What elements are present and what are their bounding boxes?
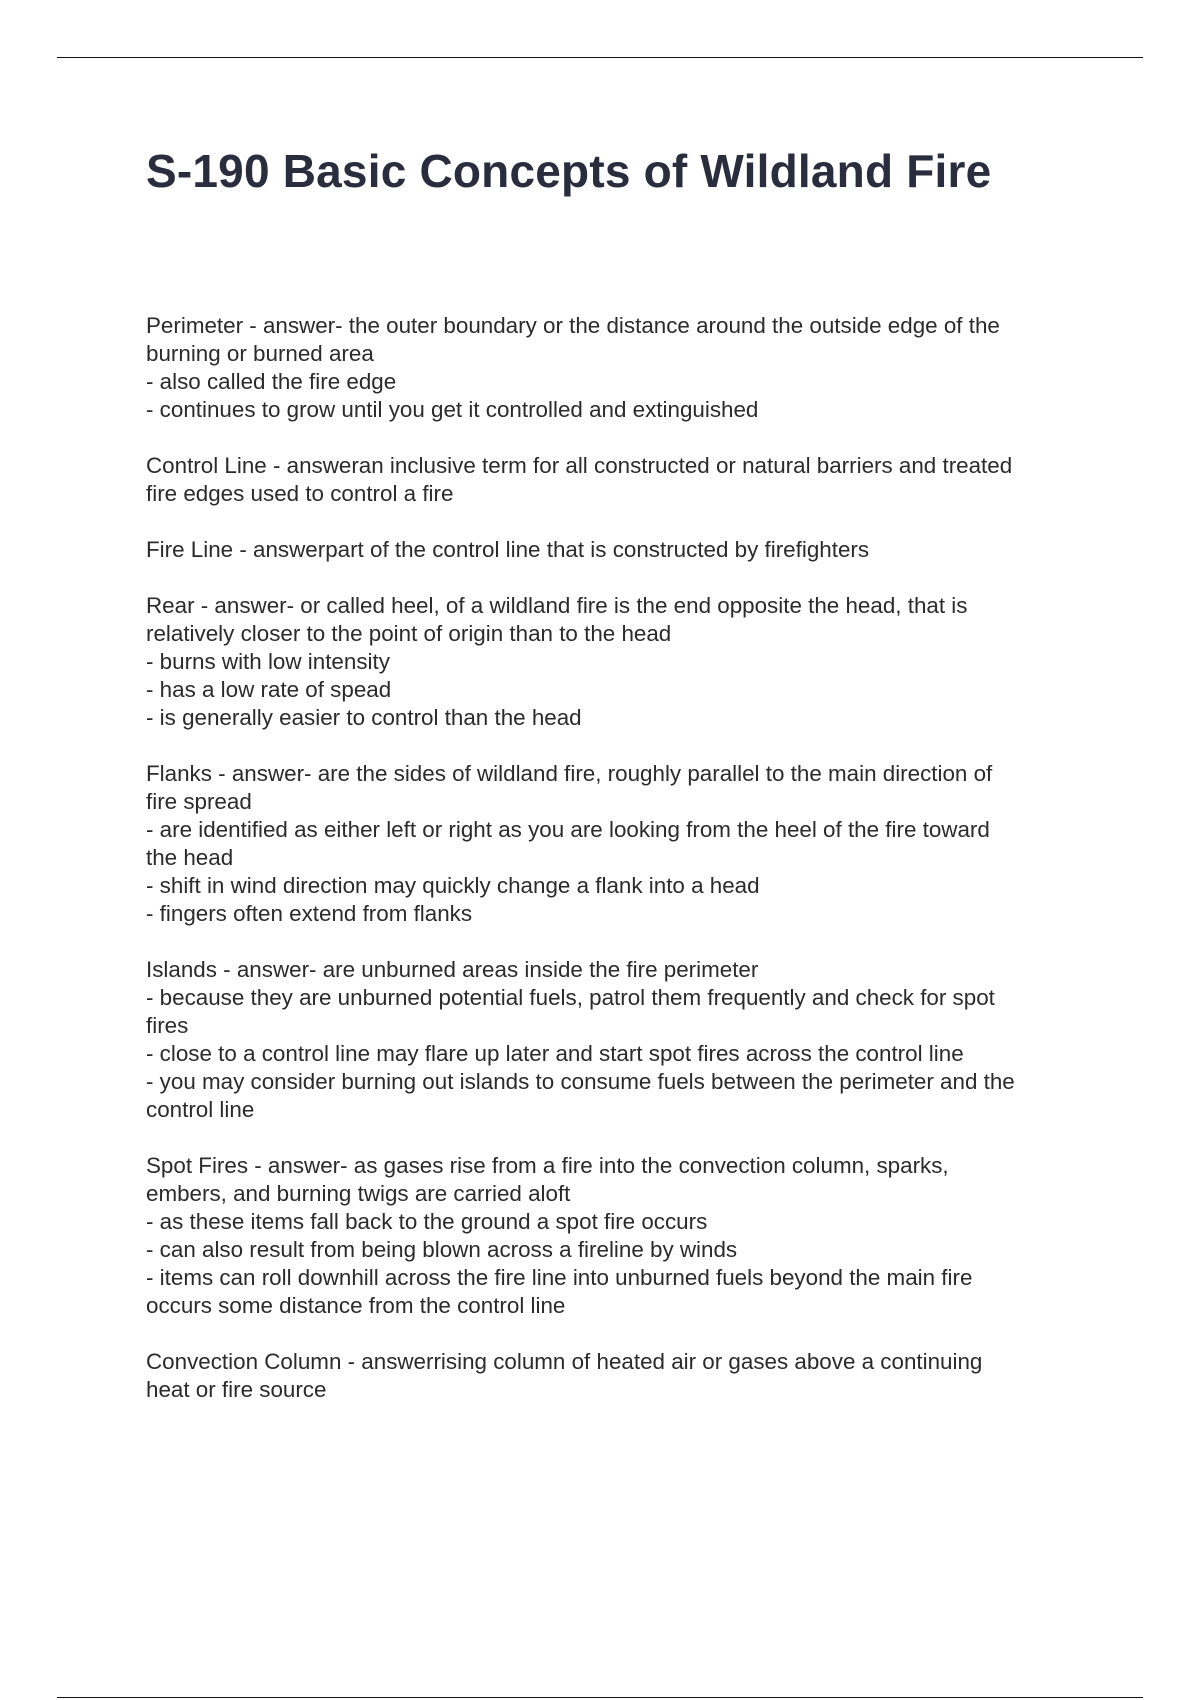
entry-spot-fires bbox=[146, 1152, 1096, 1320]
entry-line: embers, and burning twigs are carried aloft bbox=[146, 1181, 571, 1206]
entry-control-line bbox=[146, 452, 1096, 508]
entry-line: - are identified as either left or right as you are looking from the heel of the fire toward bbox=[146, 817, 990, 842]
entry-line: - is generally easier to control than the head bbox=[146, 705, 582, 730]
entry-line: fire edges used to control a fire bbox=[146, 481, 454, 506]
entry-line: - fingers often extend from flanks bbox=[146, 901, 473, 926]
entry-line: - items can roll downhill across the fire line into unburned fuels beyond the main fire bbox=[146, 1265, 973, 1290]
entry-line: - shift in wind direction may quickly change a flank into a head bbox=[146, 873, 760, 898]
entry-line: - has a low rate of spead bbox=[146, 677, 392, 702]
entry-line: fire spread bbox=[146, 789, 252, 814]
page-title: S-190 Basic Concepts of Wildland Fire bbox=[146, 145, 992, 197]
entry-perimeter bbox=[146, 312, 1096, 424]
entry-convection-column bbox=[146, 1348, 1096, 1404]
entry-line: - close to a control line may flare up later and start spot fires across the control line bbox=[146, 1041, 964, 1066]
entry-line: the head bbox=[146, 845, 234, 870]
entry-line: Rear - answer- or called heel, of a wildland fire is the end opposite the head, that is bbox=[146, 593, 968, 618]
entry-line: fires bbox=[146, 1013, 189, 1038]
entry-line: Control Line - answeran inclusive term for all constructed or natural barriers and treated bbox=[146, 453, 1013, 478]
entry-line: - continues to grow until you get it controlled and extinguished bbox=[146, 397, 759, 422]
entry-line: control line bbox=[146, 1097, 255, 1122]
entry-line: Fire Line - answerpart of the control line that is constructed by firefighters bbox=[146, 537, 870, 562]
entry-line: heat or fire source bbox=[146, 1377, 327, 1402]
entry-line: Perimeter - answer- the outer boundary or the distance around the outside edge of the bbox=[146, 313, 1000, 338]
entry-line: - because they are unburned potential fuels, patrol them frequently and check for spot bbox=[146, 985, 995, 1010]
header-rule bbox=[57, 57, 1143, 58]
entry-line: - as these items fall back to the ground a spot fire occurs bbox=[146, 1209, 708, 1234]
entry-rear bbox=[146, 592, 1096, 732]
entry-line: - you may consider burning out islands to consume fuels between the perimeter and the bbox=[146, 1069, 1015, 1094]
entry-fire-line bbox=[146, 536, 1096, 564]
entry-line: - burns with low intensity bbox=[146, 649, 390, 674]
entry-line: relatively closer to the point of origin than to the head bbox=[146, 621, 672, 646]
footer-rule bbox=[57, 1697, 1143, 1698]
entry-line: Flanks - answer- are the sides of wildland fire, roughly parallel to the main direction of bbox=[146, 761, 993, 786]
entry-line: burning or burned area bbox=[146, 341, 374, 366]
entry-line: Convection Column - answerrising column of heated air or gases above a continuing bbox=[146, 1349, 983, 1374]
entry-line: occurs some distance from the control line bbox=[146, 1293, 566, 1318]
entry-islands bbox=[146, 956, 1096, 1124]
entry-line: Spot Fires - answer- as gases rise from a fire into the convection column, sparks, bbox=[146, 1153, 949, 1178]
entry-line: - also called the fire edge bbox=[146, 369, 397, 394]
entry-line: - can also result from being blown across a fireline by winds bbox=[146, 1237, 738, 1262]
entry-flanks bbox=[146, 760, 1096, 928]
entry-line: Islands - answer- are unburned areas inside the fire perimeter bbox=[146, 957, 759, 982]
flashcard-list bbox=[146, 312, 1096, 1432]
